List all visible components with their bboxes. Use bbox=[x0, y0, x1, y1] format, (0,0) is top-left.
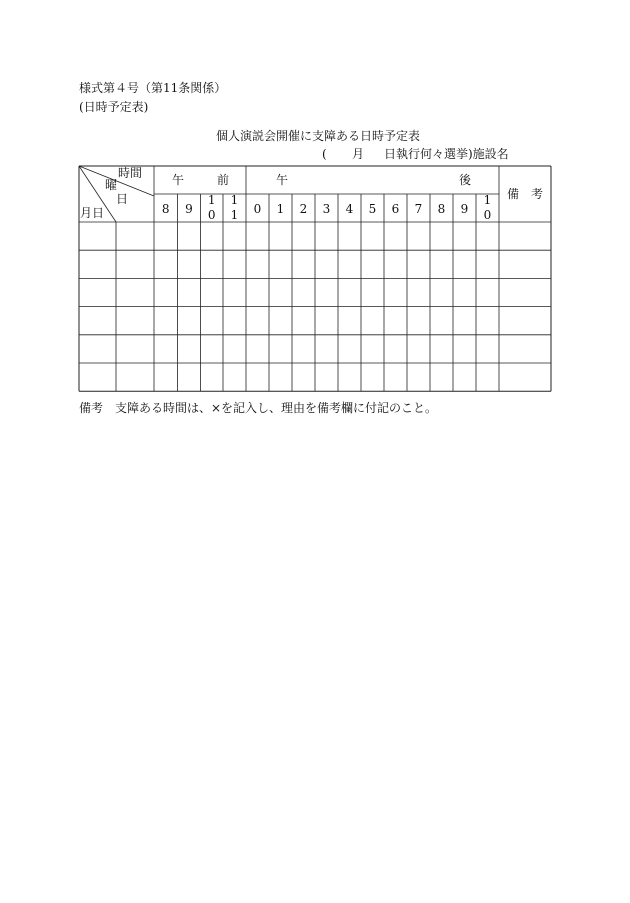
subtitle-election-facility: 日執行何々選挙)施設名 bbox=[384, 147, 509, 161]
hour-label: 0 bbox=[207, 208, 216, 222]
corner-weekday-label: 日 bbox=[115, 192, 129, 206]
corner-date-label: 月日 bbox=[80, 206, 105, 220]
hour-label: 1 bbox=[207, 193, 216, 207]
subtitle-paren: ( bbox=[322, 147, 327, 161]
hour-label: 1 bbox=[230, 208, 239, 222]
subtitle-month-label: 月 bbox=[352, 147, 365, 161]
hour-label: 8 bbox=[437, 202, 446, 216]
hour-label: 5 bbox=[368, 202, 377, 216]
hour-label: 0 bbox=[483, 208, 492, 222]
hour-label: 6 bbox=[391, 202, 400, 216]
hour-label: 7 bbox=[414, 202, 423, 216]
hour-label: 1 bbox=[230, 193, 239, 207]
hour-label: 9 bbox=[460, 202, 469, 216]
hour-label: 2 bbox=[299, 202, 308, 216]
document-title: 個人演説会開催に支障ある日時予定表 bbox=[216, 129, 421, 143]
note-text: 備考 支障ある時間は、×を記入し、理由を備考欄に付記のこと。 bbox=[79, 401, 438, 415]
hour-label: 1 bbox=[276, 202, 285, 216]
pm-group-label: 午 bbox=[275, 173, 289, 187]
hour-label: 9 bbox=[185, 202, 193, 216]
document-label: (日時予定表) bbox=[79, 100, 149, 114]
hour-label: 1 bbox=[483, 193, 492, 207]
hour-label: 4 bbox=[345, 202, 354, 216]
corner-time-label: 時間 bbox=[117, 166, 143, 180]
am-group-label: 午 bbox=[171, 173, 185, 187]
form-number: 様式第４号（第11条関係） bbox=[79, 81, 227, 95]
hour-label: 3 bbox=[322, 202, 331, 216]
pm-group-label: 後 bbox=[458, 173, 472, 187]
hour-label: 0 bbox=[253, 202, 262, 216]
am-group-label: 前 bbox=[216, 173, 230, 187]
remarks-header: 備 考 bbox=[506, 187, 544, 201]
corner-weekday-label: 曜 bbox=[104, 178, 118, 192]
hour-label: 8 bbox=[161, 202, 170, 216]
